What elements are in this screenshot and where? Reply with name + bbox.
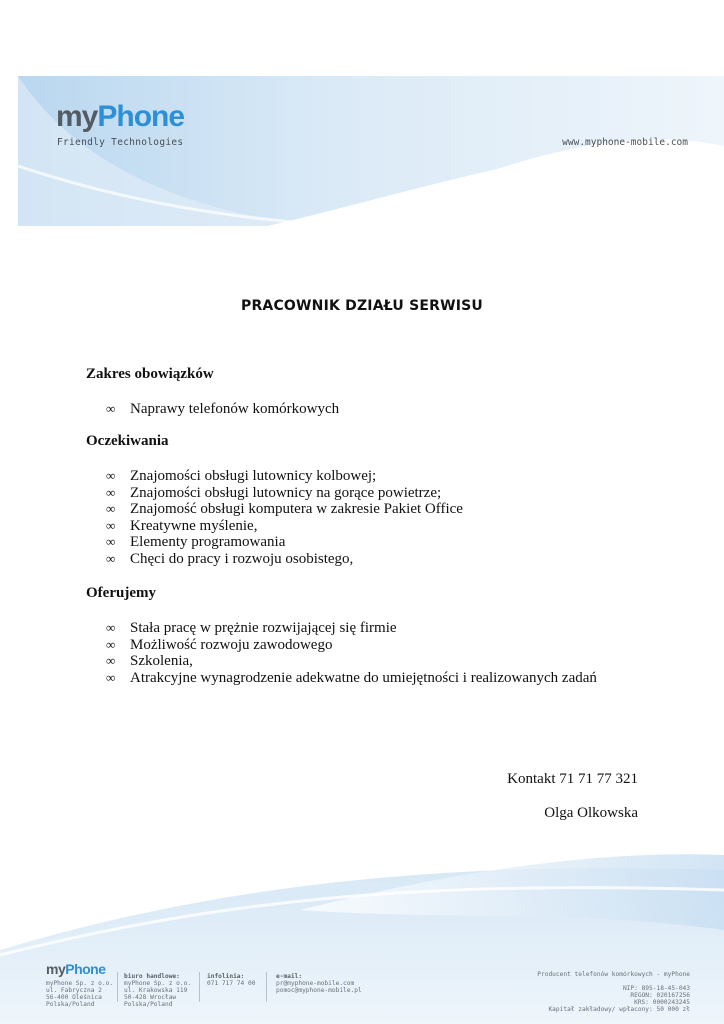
footer-line: myPhone Sp. z o.o. [124, 980, 192, 987]
list-item [106, 468, 463, 485]
list-item-text: Elementy programowania [130, 534, 286, 550]
section-heading-expectations: Oczekiwania [86, 433, 169, 449]
footer-email-link[interactable]: pr@myphone-mobile.com [276, 980, 355, 987]
list-item-text: Atrakcyjne wynagrodzenie adekwatne do umiejętności i realizowanych zadań [130, 669, 597, 686]
list-item [106, 518, 463, 535]
footer-line: myPhone Sp. z o.o. [46, 980, 114, 987]
footer-line: 071 717 74 00 [207, 980, 256, 987]
footer-logo-my-text: my [46, 961, 66, 977]
footer-line: ul. Fabryczna 2 [46, 987, 102, 994]
list-item [106, 637, 597, 654]
list-item [106, 501, 463, 518]
list-item [106, 401, 339, 418]
section-heading-offer: Oferujemy [86, 585, 156, 601]
footer-line: 56-400 Oleśnica [46, 994, 102, 1001]
footer-line: NIP: 895-18-45-043 [622, 985, 690, 992]
list-item [106, 551, 463, 568]
footer-email-heading: e-mail: [276, 973, 303, 980]
footer-divider [199, 972, 200, 1002]
list-item [106, 653, 597, 670]
expectations-list [106, 468, 463, 567]
list-item [106, 485, 463, 502]
website-url[interactable]: www.myphone-mobile.com [562, 137, 688, 148]
list-item-text: Stała pracę w prężnie rozwijającej się firmie [130, 620, 397, 636]
footer-line: ul. Krakowska 119 [124, 987, 188, 994]
infinity-bullet-icon: ∞ [106, 653, 116, 668]
footer-infoline-heading: infolinia: [207, 973, 245, 980]
footer-line: 50-428 Wrocław [124, 994, 177, 1001]
footer-logo-phone-text: Phone [65, 961, 106, 977]
footer-office-address [124, 973, 191, 1008]
infinity-bullet-icon: ∞ [106, 669, 116, 685]
footer-registry [537, 971, 690, 1013]
footer-producer: Producent telefonów komórkowych - myPhone [537, 971, 690, 978]
footer-infoline [207, 973, 255, 987]
infinity-bullet-icon: ∞ [106, 550, 116, 566]
logo-tagline: Friendly Technologies [57, 137, 184, 148]
list-item [106, 534, 463, 551]
footer-divider [266, 972, 267, 1002]
list-item-text: Znajomość obsługi komputera w zakresie Pakiet Office [130, 501, 463, 517]
list-item-text: Szkolenia, [130, 653, 193, 669]
footer-line: Polska/Poland [46, 1001, 95, 1008]
list-item-text: Chęci do pracy i rozwoju osobistego, [130, 550, 354, 567]
infinity-bullet-icon: ∞ [106, 636, 116, 652]
infinity-bullet-icon: ∞ [106, 534, 116, 549]
footer-myphone-logo [46, 962, 106, 976]
footer-line: REGON: 020167256 [630, 992, 690, 999]
footer-line: Polska/Poland [124, 1001, 173, 1008]
list-item-text: Możliwość rozwoju zawodowego [130, 636, 333, 653]
infinity-bullet-icon: ∞ [106, 620, 116, 635]
infinity-bullet-icon: ∞ [106, 501, 116, 516]
contact-phone: Kontakt 71 71 77 321 [507, 771, 638, 787]
offer-list [106, 620, 597, 686]
list-item-text: Znajomości obsługi lutownicy kolbowej; [130, 468, 377, 484]
contact-name: Olga Olkowska [544, 805, 638, 821]
infinity-bullet-icon: ∞ [106, 517, 116, 533]
list-item-text: Kreatywne myślenie, [130, 517, 258, 534]
page-title: PRACOWNIK DZIAŁU SERWISU [240, 298, 484, 314]
myphone-logo [56, 102, 184, 132]
infinity-bullet-icon: ∞ [106, 468, 116, 483]
footer-office-heading: biuro handlowe: [124, 973, 180, 980]
infinity-bullet-icon: ∞ [106, 401, 116, 416]
footer-email-link[interactable]: pomoc@myphone-mobile.pl [276, 987, 362, 994]
footer-line: Kapitał zakładowy/ wpłacony: 50 000 zł [548, 1006, 690, 1013]
list-item [106, 670, 597, 687]
infinity-bullet-icon: ∞ [106, 484, 116, 500]
header-wave-background [18, 76, 724, 226]
footer-company-address [46, 980, 113, 1008]
list-item [106, 620, 597, 637]
list-item-text: Znajomości obsługi lutownicy na gorące powietrze; [130, 484, 442, 501]
footer-line: KRS: 0000243245 [634, 999, 690, 1006]
logo-my-text: my [56, 100, 98, 133]
list-item-text: Naprawy telefonów komórkowych [130, 401, 340, 417]
logo-phone-text: Phone [97, 100, 185, 133]
duties-list [106, 401, 339, 418]
footer-email [276, 973, 362, 994]
section-heading-duties: Zakres obowiązków [86, 366, 214, 382]
footer-divider [117, 972, 118, 1002]
